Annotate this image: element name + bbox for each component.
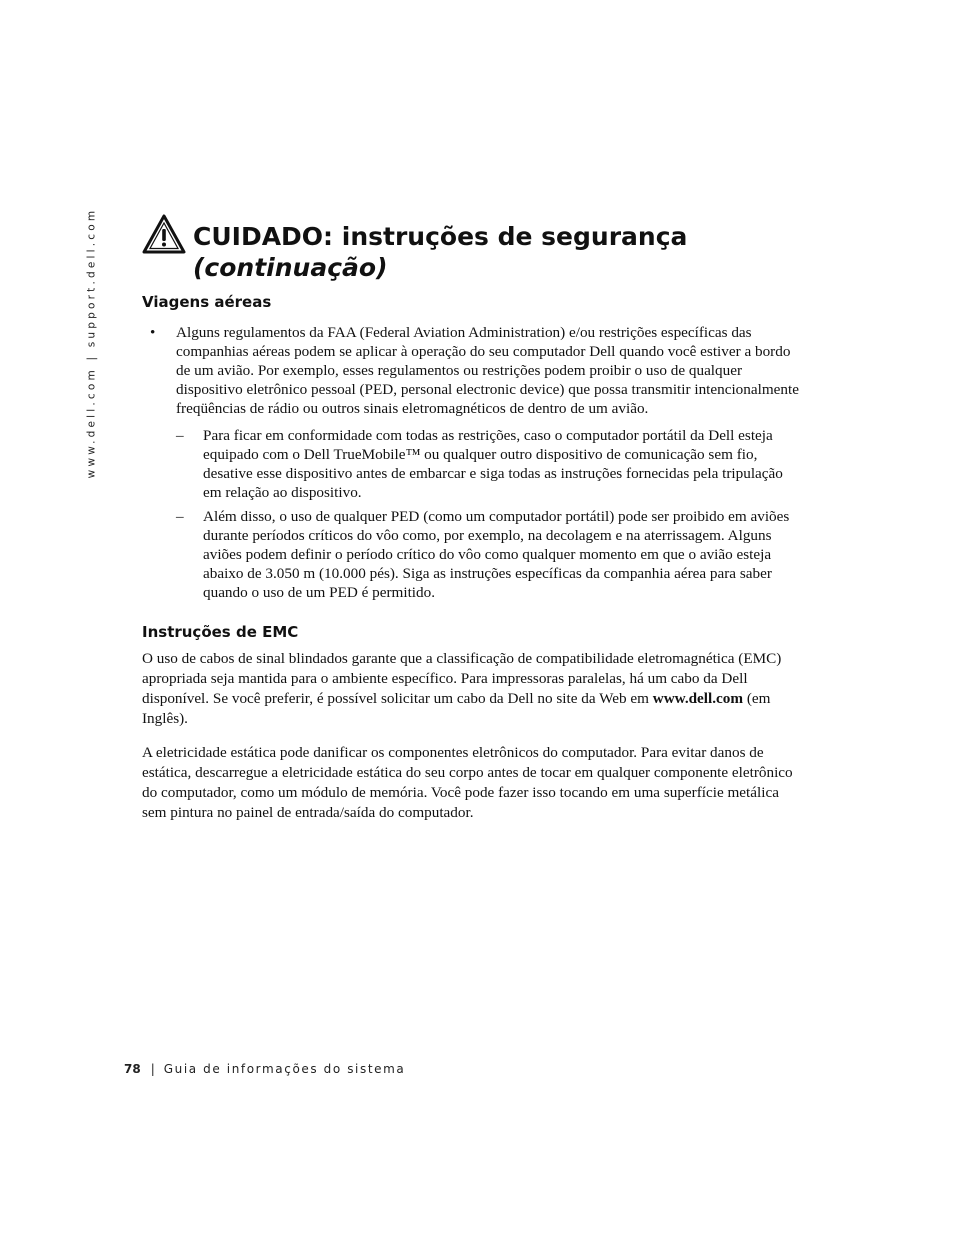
dash-marker-1: –	[176, 427, 184, 444]
emc-paragraph-1	[142, 649, 798, 729]
emc-paragraph-1-text: O uso de cabos de sinal blindados garante que a classificação de compatibilidade eletromagnética (EMC) apropriada seja mantida para o ambiente específico. Para impressoras paralelas, há um cabo da Dell disponível. Se você preferir, é possível solicitar um cabo da Dell no site da Web em	[142, 650, 782, 707]
footer-separator: |	[150, 1062, 155, 1076]
emc-paragraph-2: A eletricidade estática pode danificar os componentes eletrônicos do computador. Para evitar danos de estática, descarregue a eletricidade estática do seu corpo antes de tocar em qualquer componente eletrônico do computador, como um módulo de memória. Você pode fazer isso tocando em uma superfície metálica sem pintura no painel de entrada/saída do computador.	[142, 744, 793, 821]
dell-website-link[interactable]: www.dell.com	[652, 690, 744, 707]
air-travel-sub-item-2: Além disso, o uso de qualquer PED (como um computador portátil) pode ser proibido em aviões durante períodos críticos do vôo como, por exemplo, na decolagem e na aterrissagem. Alguns aviões podem definir o período crítico do vôo como qualquer momento em que o avião esteja abaixo de 3.050 m (10.000 pés). Siga as instruções específicas da companhia aérea para saber quando o uso de um PED é permitido.	[203, 508, 790, 601]
section-title-emc: Instruções de EMC	[142, 623, 299, 641]
heading-continuation: (continuação)	[193, 253, 388, 282]
emc-paragraph-1-tail: (em Inglês).	[142, 690, 771, 727]
page-footer	[124, 1062, 405, 1076]
air-travel-bullet: Alguns regulamentos da FAA (Federal Aviation Administration) e/ou restrições específicas das companhias aéreas podem se aplicar à operação do seu computador Dell quando você estiver a bordo de um avião. Por exemplo, esses regulamentos ou restrições podem proibir o uso de qualquer dispositivo eletrônico pessoal (PED, personal electronic device) que possa transmitir intencionalmente freqüências de rádio ou outros sinais eletromagnéticos de dentro de um avião.	[176, 324, 799, 417]
footer-title: Guia de informações do sistema	[163, 1062, 406, 1076]
section-title-air-travel: Viagens aéreas	[142, 293, 272, 311]
page-heading	[193, 221, 687, 283]
page-number: 78	[124, 1062, 141, 1076]
bullet-marker: •	[150, 324, 156, 341]
side-url-text: www.dell.com | support.dell.com	[85, 207, 97, 479]
warning-triangle-icon	[142, 213, 186, 255]
heading-main: CUIDADO: instruções de segurança	[193, 222, 688, 251]
air-travel-sub-item-1: Para ficar em conformidade com todas as restrições, caso o computador portátil da Dell esteja equipado com o Dell TrueMobile™ ou qualquer outro dispositivo de comunicação sem fio, desative esse dispositivo antes de embarcar e siga todas as instruções fornecidas pela tripulação em relação ao dispositivo.	[203, 427, 783, 501]
side-url	[80, 207, 102, 479]
dash-marker-2: –	[176, 508, 184, 525]
